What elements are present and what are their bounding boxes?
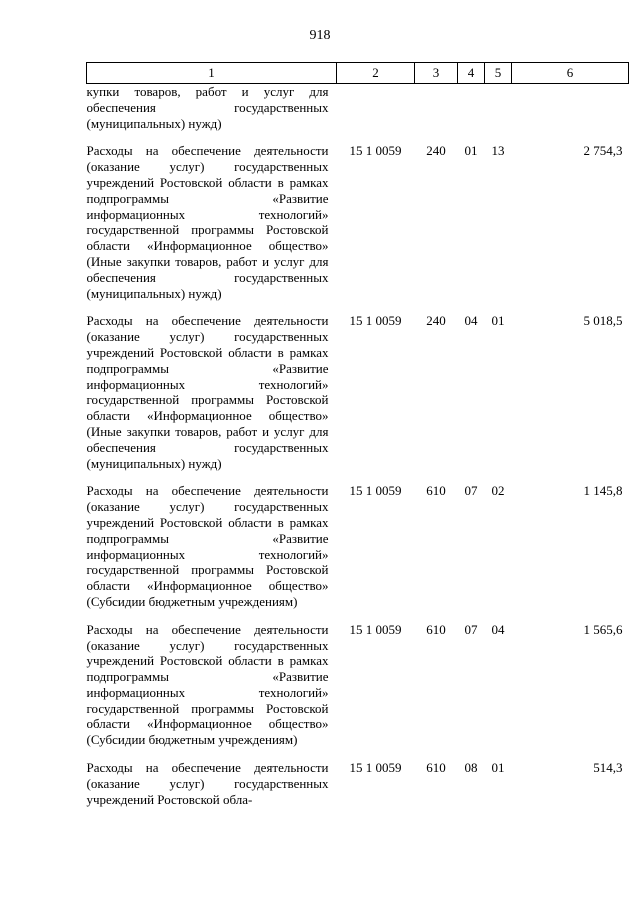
header-row [87,63,629,84]
table-row [87,622,629,760]
table-row [87,760,629,819]
row-rz: 07 [464,621,478,637]
row-amount: 5 018,5 [583,313,623,329]
row-vr: 610 [426,483,446,499]
page-number: 918 [309,28,331,43]
row-csr: 15 1 0059 [349,621,402,637]
row-description: Расходы на обеспечение деятельности (оказание услуг) государственных учреждений Ростовской области в рамках подпрограммы «Развитие информационных технологий» государственной программы Ростовской области «Информационное общество» (Субсидии бюджетным учреждениям) [86,483,329,609]
row-csr: 15 1 0059 [349,143,402,159]
row-vr: 240 [426,313,446,329]
row-csr: 15 1 0059 [349,483,402,499]
row-rz: 01 [464,143,478,159]
row-amount: 2 754,3 [583,143,623,159]
row-rz: 07 [464,483,478,499]
header-col-5: 5 [485,63,512,84]
row-amount: 514,3 [593,760,623,776]
table-row [87,483,629,621]
header-col-3: 3 [415,63,458,84]
row-csr [337,84,415,144]
row-amount [512,84,629,144]
header-col-2: 2 [337,63,415,84]
row-csr: 15 1 0059 [349,760,402,776]
header-col-6: 6 [512,63,629,84]
table-row [87,313,629,483]
table-row [87,84,629,144]
row-pr: 13 [491,143,505,159]
row-pr: 01 [491,313,505,329]
table-row [87,143,629,313]
row-vr: 610 [426,760,446,776]
header-col-1: 1 [87,63,337,84]
row-description: Расходы на обеспечение деятельности (оказание услуг) государственных учреждений Ростовской области в рамках подпрограммы «Развитие информационных технологий» государственной программы Ростовской области «Информационное общество» (Субсидии бюджетным учреждениям) [86,621,329,748]
row-vr: 610 [426,621,446,637]
row-description: Расходы на обеспечение деятельности (оказание услуг) государственных учреждений Ростовской обла- [86,760,329,807]
row-amount: 1 145,8 [583,483,623,499]
row-pr [485,84,512,144]
row-description: купки товаров, работ и услуг для обеспечения государственных (муниципальных) нужд) [86,84,329,131]
budget-table [86,62,629,819]
header-col-4: 4 [458,63,485,84]
row-description: Расходы на обеспечение деятельности (оказание услуг) государственных учреждений Ростовской области в рамках подпрограммы «Развитие информационных технологий» государственной программы Ростовской области «Информационное общество» (Иные закупки товаров, работ и услуг для обеспечения государственных (муниципальных) нужд) [86,143,329,301]
row-pr: 01 [491,760,505,776]
row-vr: 240 [426,143,446,159]
row-rz: 04 [464,313,478,329]
row-description: Расходы на обеспечение деятельности (оказание услуг) государственных учреждений Ростовской области в рамках подпрограммы «Развитие информационных технологий» государственной программы Ростовской области «Информационное общество» (Иные закупки товаров, работ и услуг для обеспечения государственных (муниципальных) нужд) [86,313,329,471]
row-amount: 1 565,6 [583,621,623,637]
row-rz [458,84,485,144]
row-rz: 08 [464,760,478,776]
row-vr [415,84,458,144]
row-pr: 04 [491,621,505,637]
row-pr: 02 [491,483,505,499]
row-csr: 15 1 0059 [349,313,402,329]
